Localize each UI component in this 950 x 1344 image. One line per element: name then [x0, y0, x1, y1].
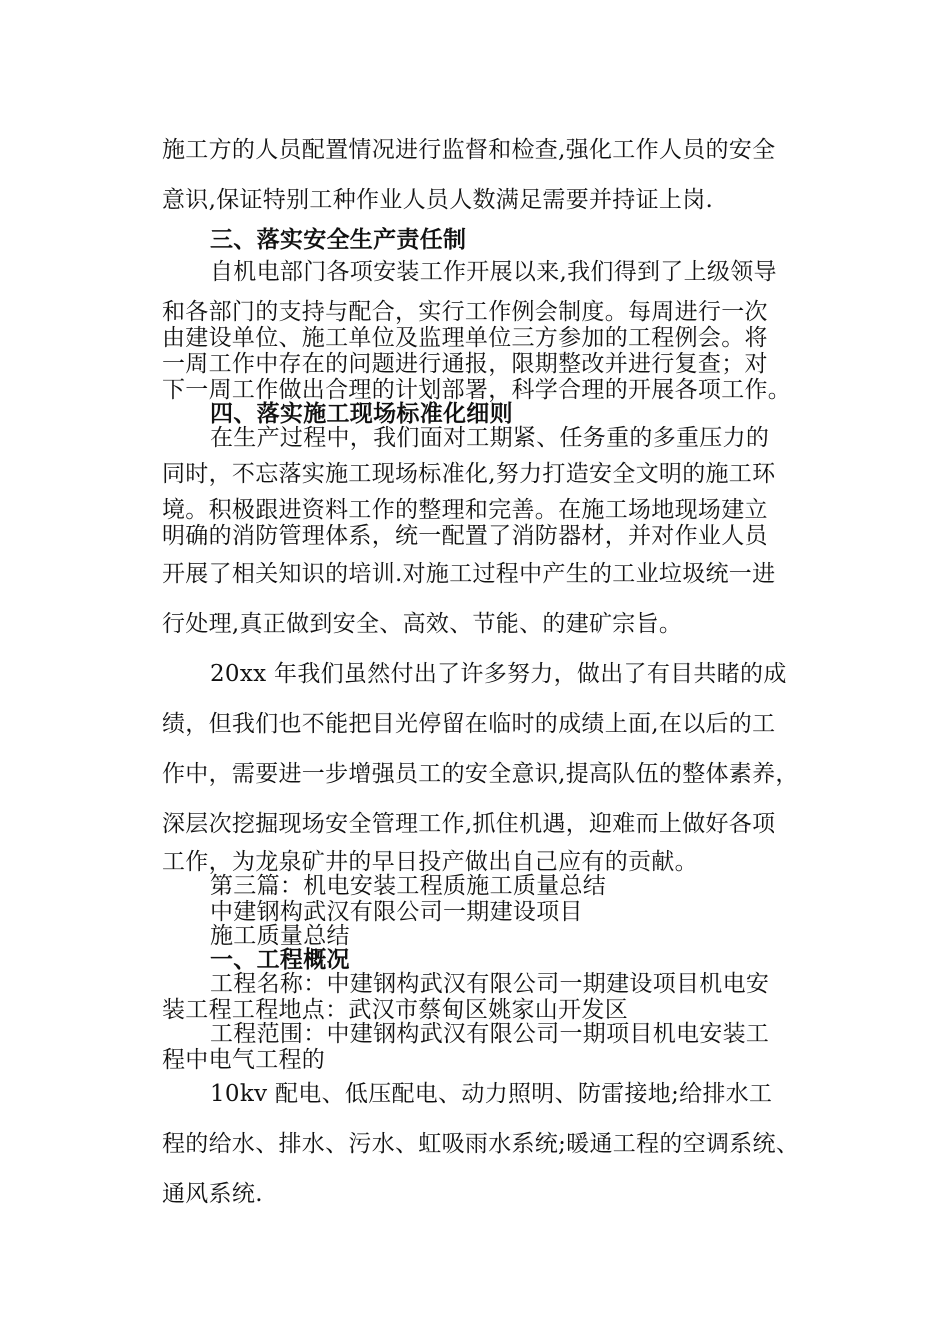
paragraph-line: 明确的消防管理体系，统一配置了消防器材，并对作业人员 — [162, 523, 768, 549]
article-title: 第三篇：机电安装工程质施工质量总结 — [210, 873, 607, 899]
paragraph-line: 一周工作中存在的问题进行通报，限期整改并进行复查；对 — [162, 351, 768, 377]
paragraph-line: 通风系统. — [162, 1181, 263, 1207]
paragraph-line: 程中电气工程的 — [162, 1047, 326, 1073]
paragraph-line: 在生产过程中，我们面对工期紧、任务重的多重压力的 — [210, 425, 770, 451]
document-subtitle: 施工质量总结 — [210, 923, 350, 949]
paragraph-line: 施工方的人员配置情况进行监督和检查,强化工作人员的安全 — [162, 137, 776, 163]
paragraph-line: 自机电部门各项安装工作开展以来,我们得到了上级领导 — [210, 259, 777, 285]
paragraph-line: 作中，需要进一步增强员工的安全意识,提高队伍的整体素养， — [162, 761, 799, 787]
paragraph-line: 意识,保证特别工种作业人员人数满足需要并持证上岗. — [162, 187, 714, 213]
section-heading: 四、落实施工现场标准化细则 — [210, 400, 513, 427]
paragraph-line: 程的给水、排水、污水、虹吸雨水系统;暖通工程的空调系统、 — [162, 1131, 800, 1157]
paragraph-line: 工作，为龙泉矿井的早日投产做出自己应有的贡献。 — [162, 849, 698, 875]
paragraph-line: 绩，但我们也不能把目光停留在临时的成绩上面,在以后的工 — [162, 711, 776, 737]
section-heading: 三、落实安全生产责任制 — [210, 226, 467, 253]
paragraph-line: 由建设单位、施工单位及监理单位三方参加的工程例会。将 — [162, 325, 768, 351]
project-name: 中建钢构武汉有限公司一期建设项目 — [210, 899, 583, 925]
paragraph-line: 装工程工程地点：武汉市蔡甸区姚家山开发区 — [162, 997, 628, 1023]
paragraph-line: 和各部门的支持与配合，实行工作例会制度。每周进行一次 — [162, 299, 768, 325]
paragraph-line: 下一周工作做出合理的计划部署，科学合理的开展各项工作。 — [162, 377, 792, 403]
section-heading: 一、工程概况 — [210, 946, 350, 973]
paragraph-line: 20xx 年我们虽然付出了许多努力，做出了有目共睹的成 — [210, 661, 787, 687]
paragraph-line: 开展了相关知识的培训.对施工过程中产生的工业垃圾统一进 — [162, 561, 776, 587]
paragraph-line: 行处理,真正做到安全、高效、节能、的建矿宗旨。 — [162, 611, 683, 637]
paragraph-line: 深层次挖掘现场安全管理工作,抓住机遇，迎难而上做好各项 — [162, 811, 776, 837]
paragraph-line: 同时，不忘落实施工现场标准化,努力打造安全文明的施工环 — [162, 461, 776, 487]
paragraph-line: 工程范围：中建钢构武汉有限公司一期项目机电安装工 — [210, 1021, 770, 1047]
paragraph-line: 工程名称：中建钢构武汉有限公司一期建设项目机电安 — [210, 971, 770, 997]
paragraph-line: 10kv 配电、低压配电、动力照明、防雷接地;给排水工 — [210, 1081, 773, 1107]
paragraph-line: 境。积极跟进资料工作的整理和完善。在施工场地现场建立 — [162, 497, 768, 523]
